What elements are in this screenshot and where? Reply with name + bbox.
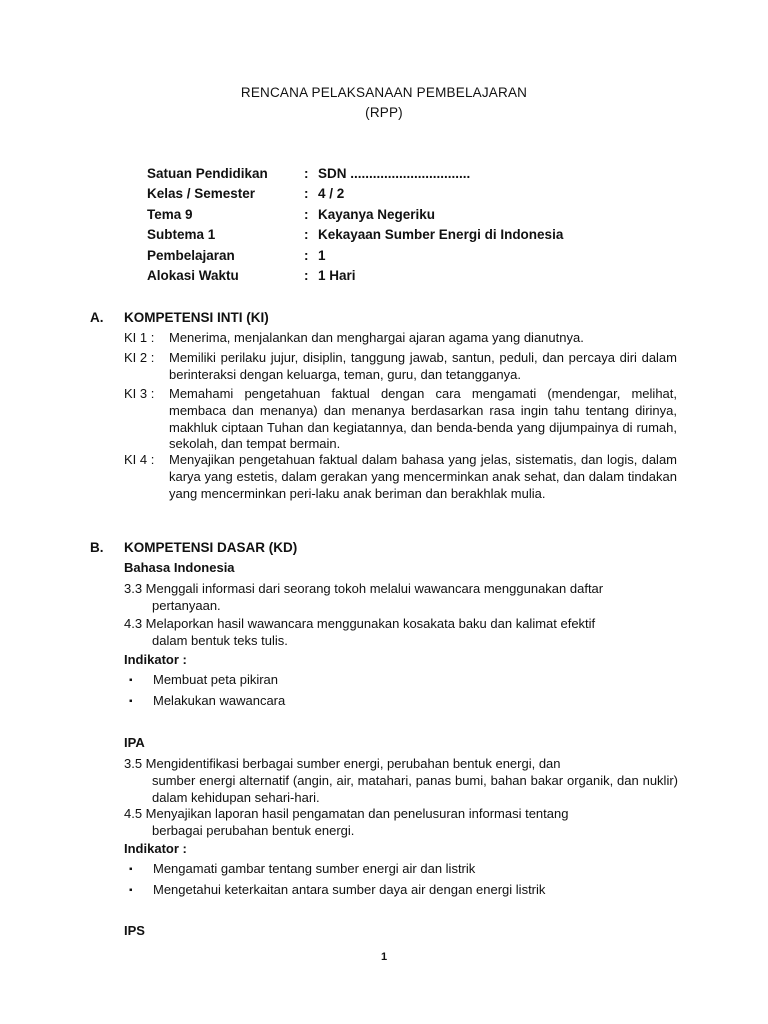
- identity-label: Tema 9: [147, 207, 193, 222]
- identity-colon: :: [304, 227, 309, 242]
- identity-value: Kekayaan Sumber Energi di Indonesia: [318, 227, 564, 242]
- ki-code: KI 4 :: [124, 452, 155, 467]
- bullet-icon: ▪: [129, 885, 133, 896]
- identity-colon: :: [304, 166, 309, 181]
- subject-heading-bahasa: Bahasa Indonesia: [124, 560, 235, 575]
- kd-first-line: 4.5 Menyajikan laporan hasil pengamatan dan penelusuran informasi tentang: [124, 806, 569, 821]
- ki-code: KI 2 :: [124, 350, 155, 365]
- identity-value: Kayanya Negeriku: [318, 207, 436, 222]
- ki-text: Memahami pengetahuan faktual dengan cara mengamati (mendengar, melihat, membaca dan menanya) dan menanya berdasarkan rasa ingin tahu tentang dirinya, makhluk ciptaan Tuhan dan kegiatannya, dan benda-benda yang dijumpainya di rumah, sekolah, dan tempat bermain.: [169, 386, 677, 452]
- kd-item: [124, 805, 678, 839]
- identity-colon: :: [304, 186, 309, 201]
- indikator-label: Indikator :: [124, 652, 187, 667]
- indikator-item: Mengetahui keterkaitan antara sumber daya air dengan energi listrik: [153, 882, 546, 897]
- indikator-item: Mengamati gambar tentang sumber energi air dan listrik: [153, 861, 476, 876]
- document-subtitle: (RPP): [365, 105, 403, 120]
- section-b-title: KOMPETENSI DASAR (KD): [124, 540, 298, 555]
- identity-label: Alokasi Waktu: [147, 268, 239, 283]
- kd-item: [124, 755, 678, 806]
- identity-label: Subtema 1: [147, 227, 216, 242]
- kd-continuation: sumber energi alternatif (angin, air, matahari, panas bumi, bahan bakar organik, dan nuklir) dalam kehidupan sehari-hari.: [152, 773, 678, 805]
- bullet-icon: ▪: [129, 675, 133, 686]
- kd-item: [124, 615, 678, 649]
- section-a-title: KOMPETENSI INTI (KI): [124, 310, 269, 325]
- ki-text: Menyajikan pengetahuan faktual dalam bahasa yang jelas, sistematis, dan logis, dalam karya yang estetis, dalam gerakan yang mencerminkan anak sehat, dan dalam tindakan yang mencerminkan peri-laku anak beriman dan berakhlak mulia.: [169, 452, 677, 501]
- indikator-item: Melakukan wawancara: [153, 693, 286, 708]
- subject-heading-ips: IPS: [124, 923, 145, 938]
- kd-first-line: 3.3 Menggali informasi dari seorang tokoh melalui wawancara menggunakan daftar: [124, 581, 604, 596]
- bullet-icon: ▪: [129, 696, 133, 707]
- kd-continuation: pertanyaan.: [152, 598, 221, 613]
- bullet-icon: ▪: [129, 864, 133, 875]
- ki-code: KI 1 :: [124, 330, 155, 345]
- indikator-item: Membuat peta pikiran: [153, 672, 279, 687]
- identity-value: 1 Hari: [318, 268, 356, 283]
- identity-label: Pembelajaran: [147, 248, 235, 263]
- ki-code: KI 3 :: [124, 386, 155, 401]
- kd-continuation: berbagai perubahan bentuk energi.: [152, 823, 355, 838]
- ki-text: Memiliki perilaku jujur, disiplin, tanggung jawab, santun, peduli, dan percaya diri dalam berinteraksi dengan keluarga, teman, guru, dan tetangganya.: [169, 350, 677, 382]
- document-title: RENCANA PELAKSANAAN PEMBELAJARAN: [240, 85, 528, 100]
- kd-first-line: 4.3 Melaporkan hasil wawancara menggunakan kosakata baku dan kalimat efektif: [124, 616, 596, 631]
- identity-colon: :: [304, 207, 309, 222]
- identity-colon: :: [304, 268, 309, 283]
- page-number: 1: [380, 951, 388, 963]
- identity-label: Satuan Pendidikan: [147, 166, 268, 181]
- kd-first-line: 3.5 Mengidentifikasi berbagai sumber energi, perubahan bentuk energi, dan: [124, 756, 561, 771]
- section-a-letter: A.: [90, 310, 104, 325]
- identity-value: 4 / 2: [318, 186, 345, 201]
- kd-continuation: dalam bentuk teks tulis.: [152, 633, 288, 648]
- identity-value: SDN ................................: [318, 166, 471, 181]
- identity-colon: :: [304, 248, 309, 263]
- kd-item: [124, 580, 678, 614]
- ki-text: Menerima, menjalankan dan menghargai ajaran agama yang dianutnya.: [169, 330, 584, 345]
- subject-heading-ipa: IPA: [124, 735, 145, 750]
- identity-value: 1: [318, 248, 326, 263]
- section-b-letter: B.: [90, 540, 104, 555]
- identity-label: Kelas / Semester: [147, 186, 256, 201]
- indikator-label: Indikator :: [124, 841, 187, 856]
